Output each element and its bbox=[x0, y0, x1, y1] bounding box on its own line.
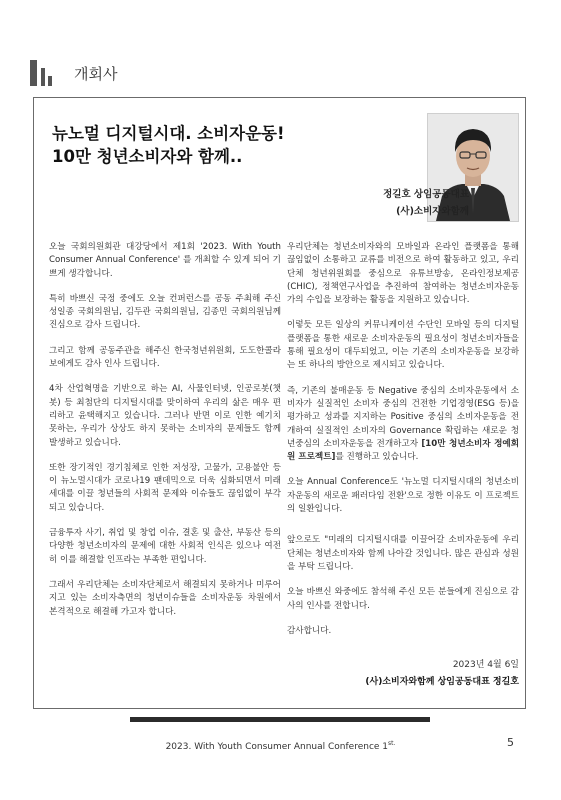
paragraph: 금융투자 사기, 취업 및 창업 이슈, 결혼 및 출산, 부동산 등의 다양한 청년소비자의 문제에 대한 사회적 인식은 있으나 여전히 이를 해결할 인프라는 부족한 편입니다. bbox=[49, 528, 281, 565]
signature-date: 2023년 4월 6일 bbox=[452, 660, 519, 670]
paragraph: 우리단체는 청년소비자와의 모바일과 온라인 플랫폼을 통해 끊임없이 소통하고 교류를 비전으로 하여 활동하고 있고, 우리단체 청년위원회를 중심으로 유튜브방송, 온라인정보제공(CHIC), 정책연구사업을 추진하여 참여하는 청년소비자운동가의 수입을 보장하는 활동을 지원하고 있습니다. bbox=[287, 242, 519, 306]
paragraph: 그리고 함께 공동주관을 해주신 한국청년위원회, 도도한콜라보에게도 감사 인사 드립니다. bbox=[49, 345, 281, 370]
author-block bbox=[383, 186, 469, 220]
project-name: [10만 청년소비자 정예회원 프로젝트] bbox=[287, 438, 519, 463]
paragraph bbox=[287, 385, 519, 465]
closing-thanks: 감사합니다. bbox=[287, 625, 332, 636]
signature-name: (사)소비자와함께 상임공동대표 정길호 bbox=[365, 677, 519, 687]
headline-line-1: 뉴노멀 디지털시대. 소비자운동! bbox=[52, 124, 285, 143]
paragraph-text: 즉, 기존의 불매운동 등 Negative 중심의 소비자운동에서 소비자가 실질적인 소비자 중심의 건전한 기업경영(ESG 등)을 평가하고 성과를 지지하는 Positive 중심의 소비자운동을 전개하여 실질적인 소비자의 Governance 확립하는 새로운 청년중심의 소비자운동을 전개하고자 bbox=[287, 385, 519, 449]
author-name-title: 정길호 상임공동대표 bbox=[383, 189, 469, 200]
page-number: 5 bbox=[507, 736, 514, 749]
right-column bbox=[287, 241, 519, 650]
footer-suffix: st. bbox=[388, 740, 396, 747]
signature-block bbox=[287, 657, 519, 691]
paragraph-tail: 를 진행하고 있습니다. bbox=[335, 452, 419, 463]
headline bbox=[52, 122, 382, 168]
left-column bbox=[49, 241, 281, 631]
paragraph: 오늘 국회의원회관 대강당에서 제1회 '2023. With Youth Consumer Annual Conference' 를 개최할 수 있게 되어 기쁘게 생각합니다. bbox=[49, 242, 281, 279]
paragraph: 그래서 우리단체는 소비자단체로서 해결되지 못하거나 미루어지고 있는 소비자측면의 청년이슈들을 소비자운동 차원에서 본격적으로 해결해 가고자 합니다. bbox=[49, 579, 281, 617]
paragraph: 4차 산업혁명을 기반으로 하는 AI, 사물인터넷, 인공로봇(챗봇) 등 최첨단의 디지털시대를 맞이하여 우리의 삶은 매우 편리하고 윤택해지고 있습니다. 그러나 반면 이로 인한 예기치 못하는, 우리가 상상도 하지 못하는 소비자의 문제들도 함께 발생하고 있습니다. bbox=[49, 384, 281, 448]
footer-divider bbox=[130, 717, 430, 722]
paragraph: 앞으로도 "미래의 디지털시대를 이끌어갈 소비자운동에 우리 단체는 청년소비자와 함께 나아갈 것입니다. 많은 관심과 성원을 부탁 드립니다. bbox=[287, 535, 519, 572]
paragraph: 또한 장기적인 경기침체로 인한 저성장, 고물가, 고용불안 등이 뉴노멀시대가 코로나19 팬데믹으로 더욱 심화되면서 미래세대를 이끌 청년들의 사회적 문제와 이슈들도 끊임없이 부각되고 있습니다. bbox=[49, 462, 281, 513]
paragraph: 특히 바쁘신 국정 중에도 오늘 컨퍼런스를 공동 주최해 주신 성일종 국회의원님, 김두관 국회의원님, 김종민 국회의원님께 진심으로 감사 드립니다. bbox=[49, 293, 281, 331]
author-org: (사)소비자와함께 bbox=[396, 206, 469, 217]
paragraph: 이렇듯 모든 일상의 커뮤니케이션 수단인 모바일 등의 디지털플랫폼을 통한 새로운 소비자운동의 필요성이 청년소비자들을 통해 필요성이 대두되었고, 이는 기존의 소비자운동을 보강하는 또 하나의 방안으로 제시되고 있습니다. bbox=[287, 320, 519, 371]
section-title: 개회사 bbox=[74, 65, 118, 83]
paragraph: 오늘 바쁘신 와중에도 참석해 주신 모든 분들에게 진심으로 감사의 인사를 전합니다. bbox=[287, 587, 519, 611]
section-mark-icon bbox=[30, 60, 56, 86]
footer-text: 2023. With Youth Consumer Annual Conference 1 bbox=[165, 742, 389, 752]
headline-line-2: 10만 청년소비자와 함께.. bbox=[52, 147, 243, 166]
paragraph: 오늘 Annual Conference도 '뉴노멀 디지털시대의 청년소비자운동의 새로운 패러다임 전환'으로 정한 이유도 이 프로젝트의 일환입니다. bbox=[287, 477, 519, 515]
footer bbox=[0, 740, 561, 752]
